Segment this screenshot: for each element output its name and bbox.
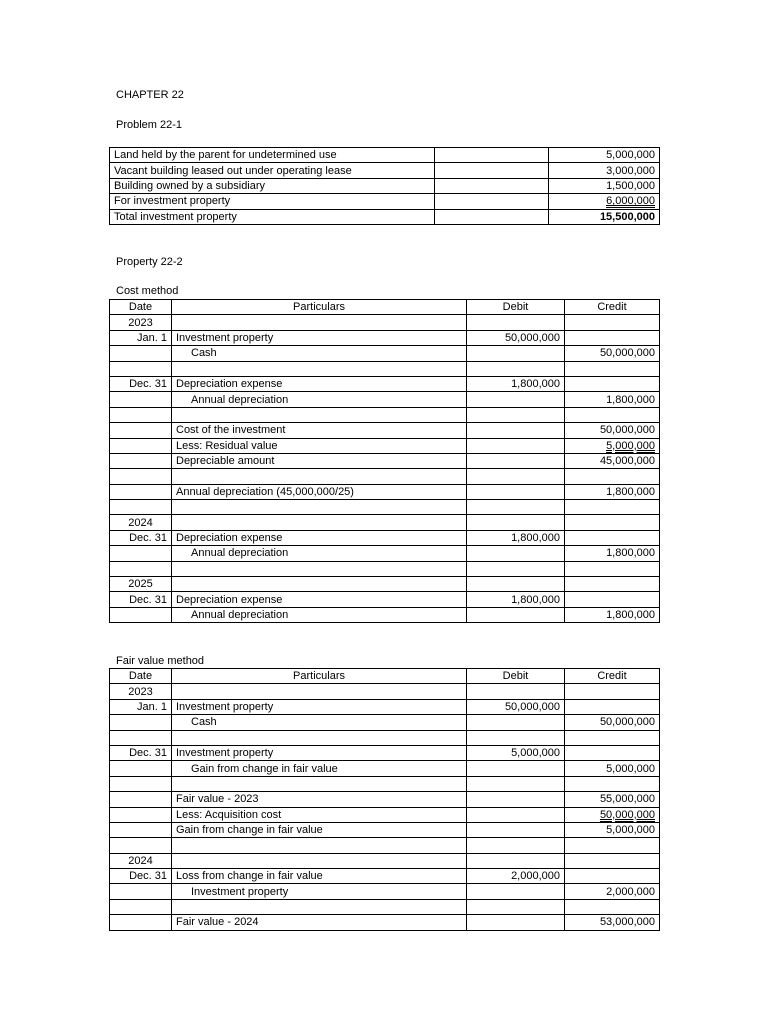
particulars-cell: Annual depreciation <box>172 392 467 407</box>
debit-cell <box>467 838 565 853</box>
journal-row <box>110 453 660 468</box>
date-cell: Dec. 31 <box>110 592 172 607</box>
total-amount: 15,500,000 <box>549 209 660 224</box>
credit-cell <box>565 438 660 453</box>
debit-cell: 1,800,000 <box>467 376 565 391</box>
journal-row <box>110 392 660 407</box>
date-cell: 2023 <box>110 684 172 699</box>
credit-cell: 53,000,000 <box>565 915 660 930</box>
date-cell <box>110 899 172 914</box>
credit-cell: 50,000,000 <box>565 715 660 730</box>
credit-cell <box>565 853 660 868</box>
journal-row <box>110 530 660 545</box>
journal-row <box>110 730 660 745</box>
credit-cell <box>565 592 660 607</box>
date-cell <box>110 438 172 453</box>
debit-cell <box>467 807 565 822</box>
journal-row <box>110 346 660 361</box>
journal-row <box>110 330 660 345</box>
header-row <box>110 669 660 684</box>
journal-row <box>110 807 660 822</box>
chapter-title: CHAPTER 22 <box>116 89 184 101</box>
credit-cell <box>565 776 660 791</box>
particulars-cell: Cost of the investment <box>172 423 467 438</box>
particulars-cell <box>172 899 467 914</box>
debit-header: Debit <box>467 669 565 684</box>
particulars-cell: Depreciation expense <box>172 592 467 607</box>
table-row <box>110 163 660 178</box>
journal-row <box>110 592 660 607</box>
date-cell <box>110 884 172 899</box>
journal-row <box>110 899 660 914</box>
date-cell <box>110 776 172 791</box>
credit-header: Credit <box>565 669 660 684</box>
credit-cell: 1,800,000 <box>565 484 660 499</box>
particulars-cell: Gain from change in fair value <box>172 761 467 776</box>
credit-cell <box>565 807 660 822</box>
debit-cell <box>467 792 565 807</box>
particulars-cell: Less: Residual value <box>172 438 467 453</box>
date-cell <box>110 822 172 837</box>
particulars-cell <box>172 730 467 745</box>
particulars-cell: Cash <box>172 346 467 361</box>
date-cell: 2024 <box>110 853 172 868</box>
journal-row <box>110 745 660 760</box>
debit-cell <box>467 684 565 699</box>
credit-cell <box>565 530 660 545</box>
date-cell <box>110 607 172 622</box>
credit-cell: 5,000,000 <box>565 822 660 837</box>
cost-method-caption: Cost method <box>116 285 179 297</box>
date-cell <box>110 346 172 361</box>
particulars-cell: Less: Acquisition cost <box>172 807 467 822</box>
journal-row <box>110 407 660 422</box>
date-cell <box>110 561 172 576</box>
underlined-amount: 6,000,000 <box>606 195 655 208</box>
date-cell: Jan. 1 <box>110 699 172 714</box>
date-cell <box>110 546 172 561</box>
particulars-cell: Depreciation expense <box>172 530 467 545</box>
debit-cell: 5,000,000 <box>467 745 565 760</box>
credit-cell <box>565 699 660 714</box>
credit-cell: 50,000,000 <box>565 346 660 361</box>
empty-cell <box>435 209 549 224</box>
debit-cell <box>467 577 565 592</box>
debit-cell <box>467 607 565 622</box>
credit-cell <box>565 469 660 484</box>
credit-cell <box>565 899 660 914</box>
debit-cell <box>467 899 565 914</box>
date-cell <box>110 761 172 776</box>
credit-cell <box>565 361 660 376</box>
header-row <box>110 300 660 315</box>
debit-cell <box>467 761 565 776</box>
journal-row <box>110 438 660 453</box>
credit-cell <box>565 315 660 330</box>
particulars-cell: Cash <box>172 715 467 730</box>
investment-property-table <box>109 147 660 225</box>
date-cell <box>110 730 172 745</box>
journal-row <box>110 577 660 592</box>
debit-cell <box>467 776 565 791</box>
particulars-cell: Investment property <box>172 745 467 760</box>
journal-row <box>110 469 660 484</box>
credit-cell <box>565 330 660 345</box>
problem-2-title: Property 22-2 <box>116 256 183 268</box>
debit-cell <box>467 853 565 868</box>
credit-cell <box>565 684 660 699</box>
journal-row <box>110 915 660 930</box>
date-cell <box>110 838 172 853</box>
particulars-cell: Fair value - 2024 <box>172 915 467 930</box>
date-cell <box>110 407 172 422</box>
problem-1-title: Problem 22-1 <box>116 119 183 131</box>
date-cell <box>110 469 172 484</box>
journal-row <box>110 376 660 391</box>
particulars-cell: Investment property <box>172 330 467 345</box>
empty-cell <box>435 148 549 163</box>
date-header: Date <box>110 300 172 315</box>
journal-row <box>110 546 660 561</box>
debit-cell: 2,000,000 <box>467 869 565 884</box>
date-cell <box>110 423 172 438</box>
credit-cell: 2,000,000 <box>565 884 660 899</box>
journal-row <box>110 361 660 376</box>
credit-cell: 50,000,000 <box>565 423 660 438</box>
credit-cell: 1,800,000 <box>565 607 660 622</box>
journal-row <box>110 684 660 699</box>
credit-cell <box>565 869 660 884</box>
particulars-cell: Depreciable amount <box>172 453 467 468</box>
particulars-cell <box>172 853 467 868</box>
date-cell <box>110 392 172 407</box>
debit-cell: 1,800,000 <box>467 592 565 607</box>
fair-value-method-caption: Fair value method <box>116 655 205 667</box>
date-cell <box>110 915 172 930</box>
debit-cell <box>467 438 565 453</box>
debit-cell <box>467 484 565 499</box>
date-cell <box>110 484 172 499</box>
journal-row <box>110 500 660 515</box>
underlined-amount: 50,000,000 <box>599 808 655 821</box>
debit-cell <box>467 315 565 330</box>
debit-cell <box>467 392 565 407</box>
credit-cell: 55,000,000 <box>565 792 660 807</box>
credit-cell <box>565 561 660 576</box>
credit-cell: 45,000,000 <box>565 453 660 468</box>
particulars-cell <box>172 407 467 422</box>
particulars-cell: Annual depreciation <box>172 607 467 622</box>
row-amount <box>549 194 660 209</box>
debit-cell <box>467 453 565 468</box>
credit-cell: 5,000,000 <box>565 761 660 776</box>
debit-cell <box>467 515 565 530</box>
particulars-header: Particulars <box>172 669 467 684</box>
journal-row <box>110 315 660 330</box>
credit-cell <box>565 407 660 422</box>
particulars-header: Particulars <box>172 300 467 315</box>
particulars-cell <box>172 469 467 484</box>
date-cell: Dec. 31 <box>110 869 172 884</box>
date-cell <box>110 715 172 730</box>
date-cell: 2023 <box>110 315 172 330</box>
date-cell <box>110 807 172 822</box>
debit-header: Debit <box>467 300 565 315</box>
debit-cell: 50,000,000 <box>467 699 565 714</box>
debit-cell <box>467 546 565 561</box>
particulars-cell: Gain from change in fair value <box>172 822 467 837</box>
journal-row <box>110 607 660 622</box>
debit-cell <box>467 822 565 837</box>
debit-cell <box>467 407 565 422</box>
journal-row <box>110 853 660 868</box>
debit-cell: 1,800,000 <box>467 530 565 545</box>
debit-cell <box>467 730 565 745</box>
empty-cell <box>435 178 549 193</box>
particulars-cell: Annual depreciation <box>172 546 467 561</box>
journal-row <box>110 792 660 807</box>
journal-row <box>110 884 660 899</box>
particulars-cell <box>172 361 467 376</box>
particulars-cell <box>172 838 467 853</box>
particulars-cell: Depreciation expense <box>172 376 467 391</box>
total-row <box>110 209 660 224</box>
row-amount: 1,500,000 <box>549 178 660 193</box>
date-cell: Dec. 31 <box>110 745 172 760</box>
particulars-cell: Investment property <box>172 699 467 714</box>
empty-cell <box>435 194 549 209</box>
debit-cell <box>467 561 565 576</box>
particulars-cell <box>172 515 467 530</box>
particulars-cell <box>172 776 467 791</box>
particulars-cell: Investment property <box>172 884 467 899</box>
date-header: Date <box>110 669 172 684</box>
credit-cell <box>565 730 660 745</box>
date-cell: Jan. 1 <box>110 330 172 345</box>
date-cell <box>110 792 172 807</box>
particulars-cell: Loss from change in fair value <box>172 869 467 884</box>
table-row <box>110 148 660 163</box>
date-cell: 2024 <box>110 515 172 530</box>
journal-row <box>110 561 660 576</box>
credit-cell <box>565 577 660 592</box>
credit-cell <box>565 745 660 760</box>
journal-row <box>110 838 660 853</box>
debit-cell <box>467 361 565 376</box>
credit-header: Credit <box>565 300 660 315</box>
date-cell <box>110 453 172 468</box>
particulars-cell: Annual depreciation (45,000,000/25) <box>172 484 467 499</box>
debit-cell: 50,000,000 <box>467 330 565 345</box>
date-cell <box>110 361 172 376</box>
row-amount: 3,000,000 <box>549 163 660 178</box>
debit-cell <box>467 346 565 361</box>
debit-cell <box>467 423 565 438</box>
credit-cell <box>565 500 660 515</box>
table-row <box>110 194 660 209</box>
journal-row <box>110 761 660 776</box>
row-amount: 5,000,000 <box>549 148 660 163</box>
credit-cell <box>565 838 660 853</box>
row-label: Land held by the parent for undetermined use <box>110 148 435 163</box>
particulars-cell <box>172 684 467 699</box>
credit-cell: 1,800,000 <box>565 546 660 561</box>
journal-row <box>110 423 660 438</box>
journal-row <box>110 822 660 837</box>
journal-row <box>110 699 660 714</box>
particulars-cell <box>172 315 467 330</box>
table-row <box>110 178 660 193</box>
debit-cell <box>467 715 565 730</box>
debit-cell <box>467 884 565 899</box>
date-cell <box>110 500 172 515</box>
row-label: Vacant building leased out under operating lease <box>110 163 435 178</box>
cost-method-table <box>109 299 660 623</box>
row-label: For investment property <box>110 194 435 209</box>
credit-cell <box>565 376 660 391</box>
particulars-cell: Fair value - 2023 <box>172 792 467 807</box>
total-label: Total investment property <box>110 209 435 224</box>
debit-cell <box>467 915 565 930</box>
fair-value-method-table <box>109 668 660 931</box>
debit-cell <box>467 469 565 484</box>
particulars-cell <box>172 500 467 515</box>
date-cell: Dec. 31 <box>110 376 172 391</box>
journal-row <box>110 776 660 791</box>
journal-row <box>110 869 660 884</box>
journal-row <box>110 515 660 530</box>
journal-row <box>110 715 660 730</box>
date-cell: Dec. 31 <box>110 530 172 545</box>
particulars-cell <box>172 577 467 592</box>
underlined-amount: 5,000,000 <box>606 439 655 452</box>
empty-cell <box>435 163 549 178</box>
debit-cell <box>467 500 565 515</box>
journal-row <box>110 484 660 499</box>
row-label: Building owned by a subsidiary <box>110 178 435 193</box>
particulars-cell <box>172 561 467 576</box>
date-cell: 2025 <box>110 577 172 592</box>
credit-cell <box>565 515 660 530</box>
credit-cell: 1,800,000 <box>565 392 660 407</box>
